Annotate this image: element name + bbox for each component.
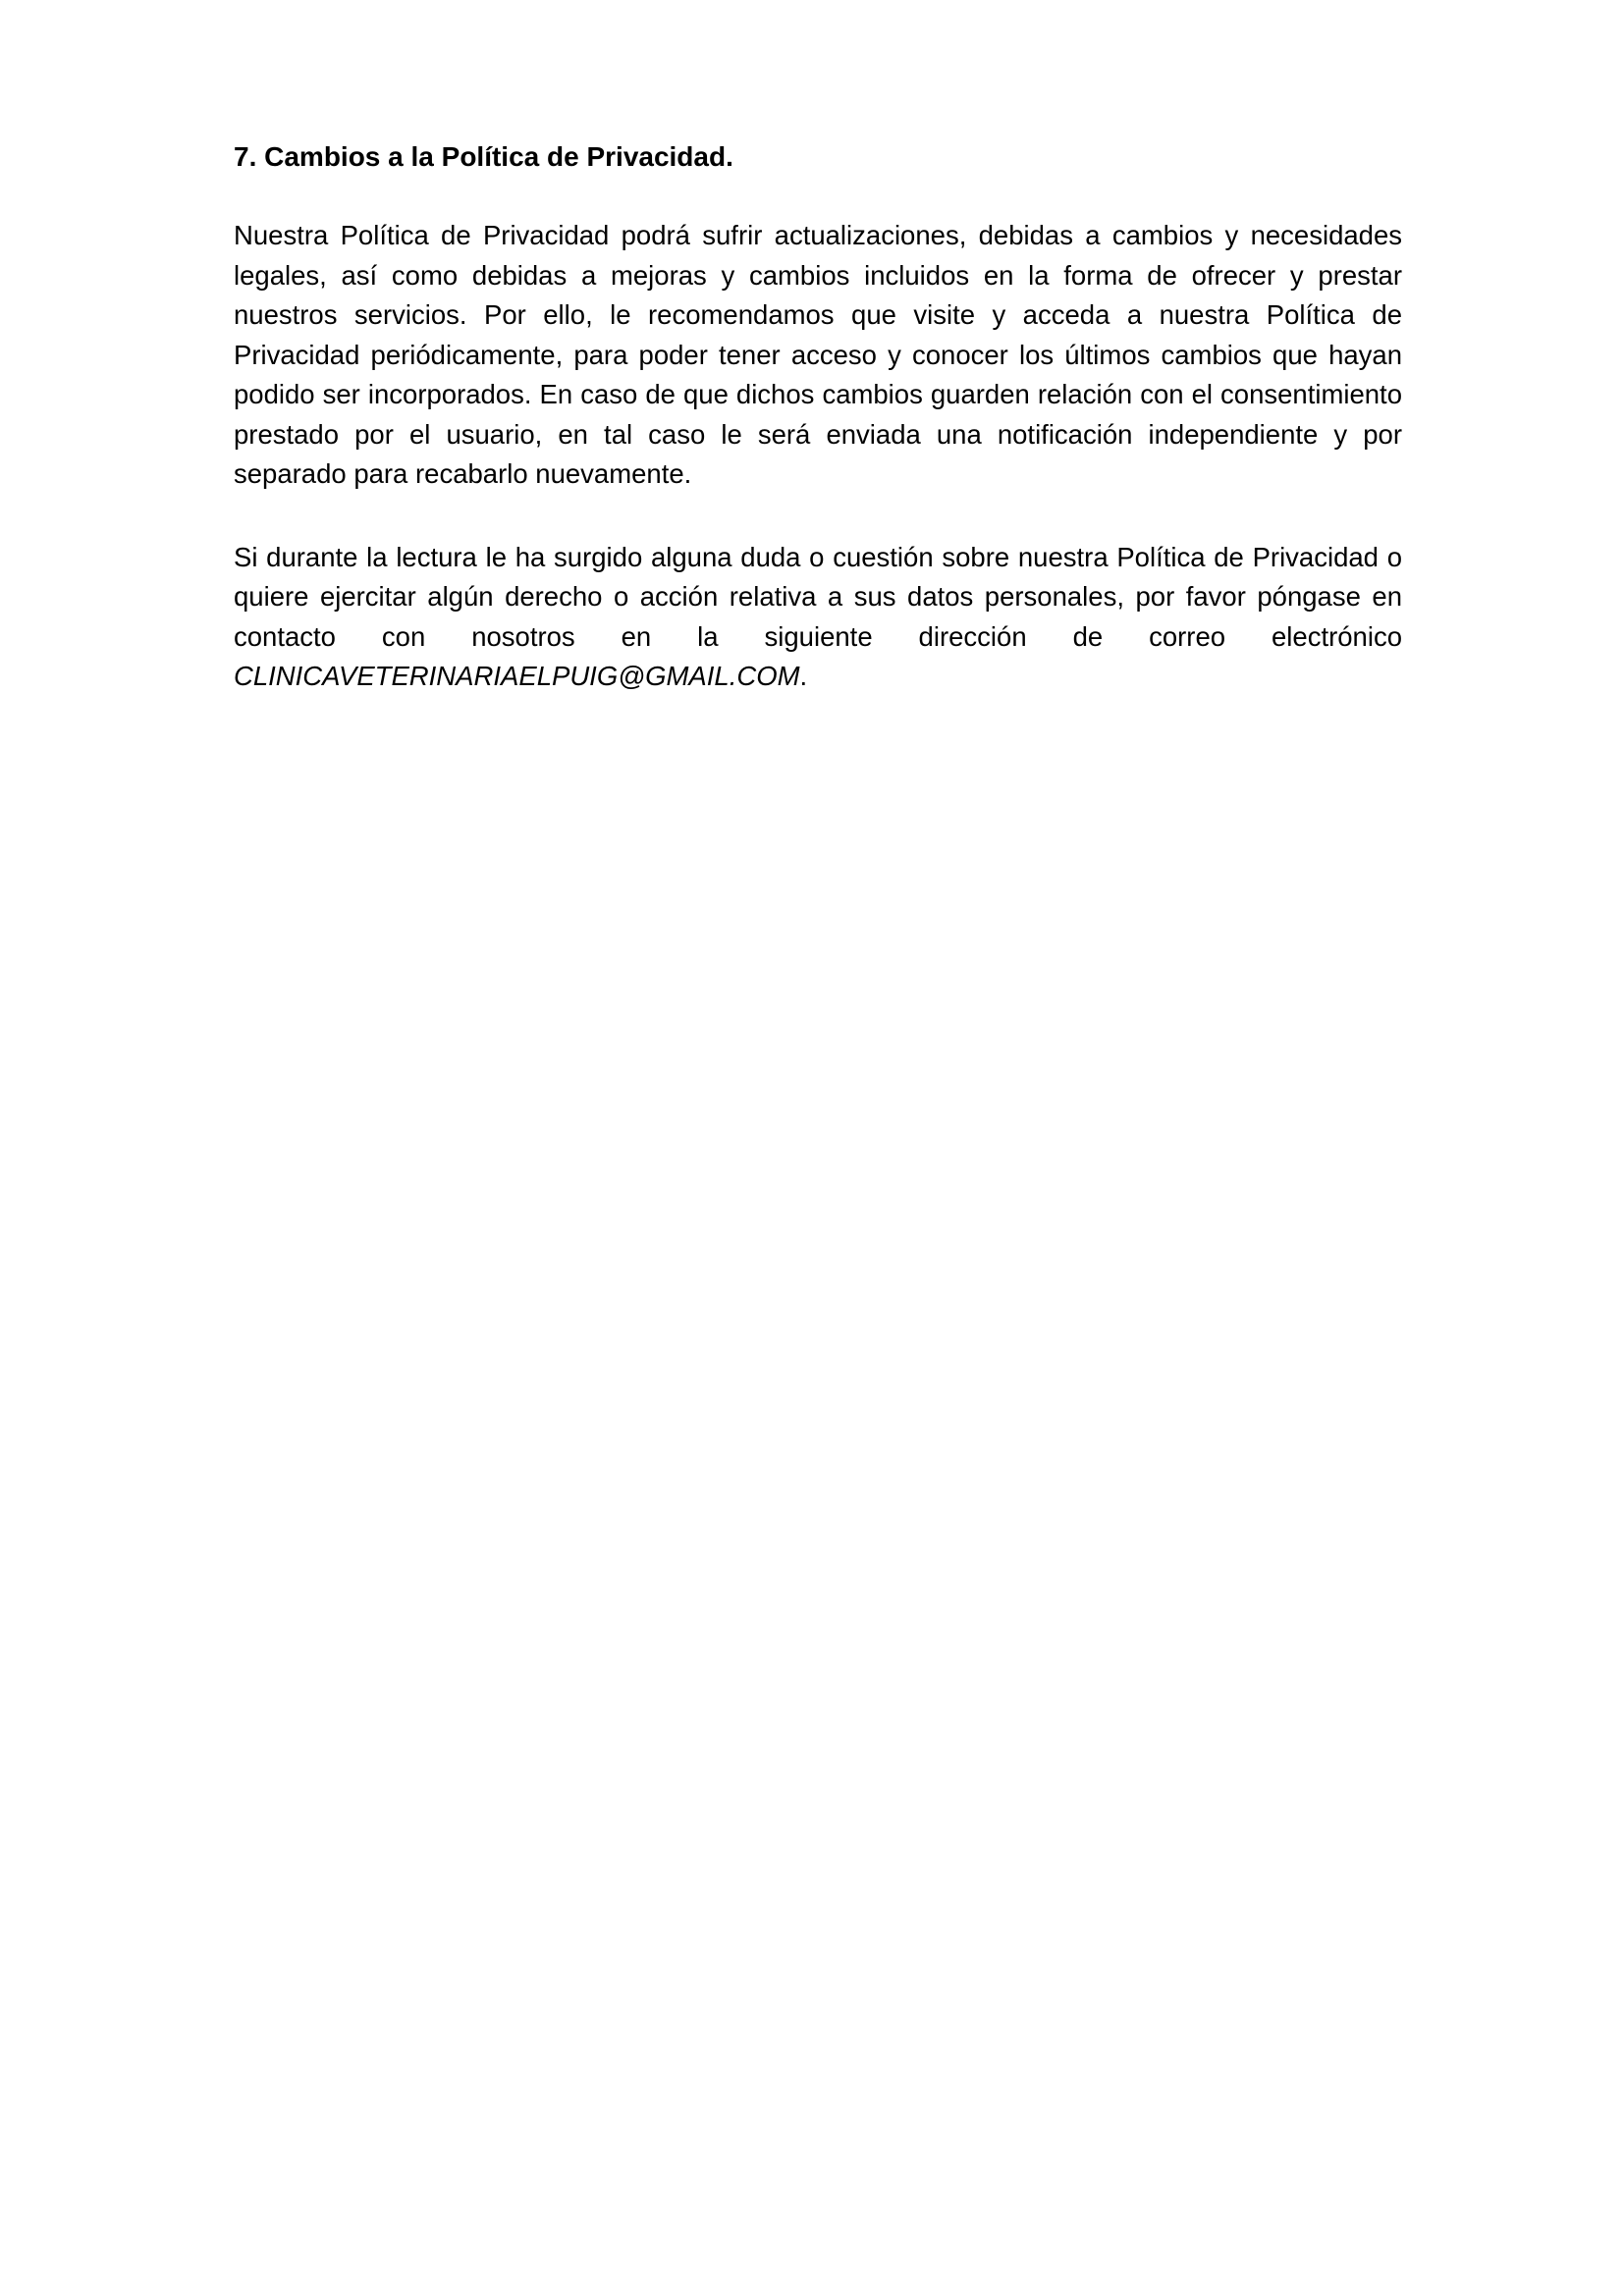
contact-email-link[interactable]: CLINICAVETERINARIAELPUIG@GMAIL.COM <box>234 661 800 691</box>
paragraph-contact-text: Si durante la lectura le ha surgido alguna duda o cuestión sobre nuestra Política de Privacidad o quiere ejercitar algún derecho o acción relativa a sus datos personales, por favor póngase en contacto con nosotros en la siguiente dirección de correo electrónico <box>234 541 1402 652</box>
paragraph-contact-period: . <box>799 661 808 691</box>
paragraph-policy-updates <box>234 216 1402 495</box>
paragraph-contact <box>234 538 1402 697</box>
paragraph-policy-updates-text: Nuestra Política de Privacidad podrá sufrir actualizaciones, debidas a cambios y necesidades legales, así como debidas a mejoras y cambios incluidos en la forma de ofrecer y prestar nuestros servicios. Por ello, le recomendamos que visite y acceda a nuestra Política de Privacidad periódicamente, para poder tener acceso y conocer los últimos cambios que hayan podido ser incorporados. En caso de que dichos cambios guarden relación con el consentimiento prestado por el usuario, en tal caso le será enviada una notificación independiente y por separado para recabarlo nuevamente. <box>234 220 1402 489</box>
page-content <box>234 137 1402 740</box>
section-heading: 7. Cambios a la Política de Privacidad. <box>234 141 733 172</box>
